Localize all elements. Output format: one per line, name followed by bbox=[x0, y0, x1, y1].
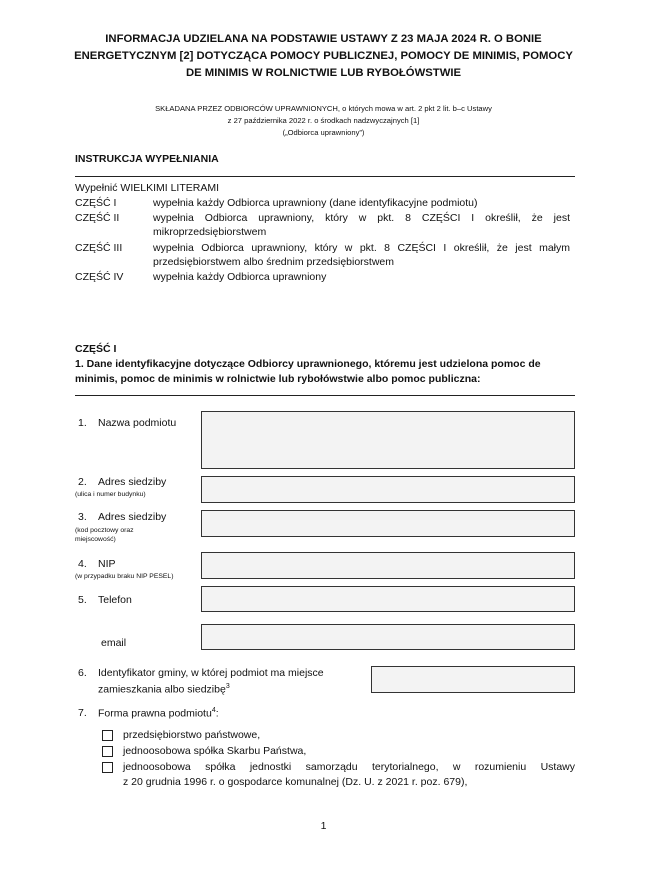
field-hint: (w przypadku braku NIP PESEL) bbox=[75, 573, 174, 580]
part1-heading: CZĘŚĆ I bbox=[75, 343, 117, 355]
field-label-text: email bbox=[101, 637, 127, 649]
field-number: 4. bbox=[78, 558, 87, 570]
field-label bbox=[78, 594, 132, 606]
field-number: 7. bbox=[78, 707, 87, 719]
title-line: ENERGETYCZNYM [2] DOTYCZĄCA POMOCY PUBLICZNEJ, POMOCY DE MINIMIS, POMOCY bbox=[74, 50, 573, 62]
document-title bbox=[60, 31, 587, 82]
field-label bbox=[78, 558, 116, 570]
field-label bbox=[78, 511, 166, 523]
field-label bbox=[78, 476, 166, 488]
footnote-marker: 3 bbox=[225, 683, 230, 690]
subtitle-line: z 27 października 2022 r. o środkach nadzwyczajnych [1] bbox=[227, 116, 420, 125]
field-label-text bbox=[98, 707, 219, 720]
email-field[interactable] bbox=[201, 624, 575, 650]
field-number: 2. bbox=[78, 476, 87, 488]
option-label bbox=[123, 760, 575, 790]
title-line: INFORMACJA UDZIELANA NA PODSTAWIE USTAWY Z 23 MAJA 2024 R. O BONIE bbox=[105, 33, 542, 45]
instruction-row bbox=[75, 241, 570, 269]
field-label bbox=[78, 417, 176, 429]
legal-form-option bbox=[102, 760, 575, 790]
option-label-line: jednoosobowa spółka jednostki samorządu terytorialnego, w rozumieniu Ustawy bbox=[123, 761, 575, 773]
option-checkbox[interactable] bbox=[102, 762, 113, 773]
field-number: 3. bbox=[78, 511, 87, 523]
divider bbox=[75, 176, 575, 177]
legal-form-option bbox=[102, 744, 306, 759]
document-subtitle bbox=[60, 103, 587, 139]
title-line: DE MINIMIS W ROLNICTWIE LUB RYBOŁÓWSTWIE bbox=[185, 67, 462, 79]
postal-address-field[interactable] bbox=[201, 510, 575, 537]
legal-form-label: Forma prawna podmiotu bbox=[98, 707, 212, 720]
field-hint: (kod pocztowy oraz miejscowość) bbox=[75, 527, 134, 543]
gmina-label-line: Identyfikator gminy, w której podmiot ma miejsce bbox=[98, 667, 324, 679]
field-label-text: Adres siedziby bbox=[98, 476, 167, 488]
field-label-text bbox=[98, 666, 324, 697]
divider bbox=[75, 395, 575, 396]
part1-description: 1. Dane identyfikacyjne dotyczące Odbiorcy uprawnionego, któremu jest udzielona pomoc de minimis, pomoc de minimis w rolnictwie lub rybołówstwie albo pomoc publiczna: bbox=[75, 358, 541, 385]
field-label-text: NIP bbox=[98, 558, 116, 570]
instruction-part: CZĘŚĆ III bbox=[75, 242, 123, 254]
footnote-marker: 4 bbox=[211, 707, 216, 714]
instruction-desc: wypełnia każdy Odbiorca uprawniony bbox=[153, 271, 327, 283]
option-label-line: z 20 grudnia 1996 r. o gospodarce komunalnej (Dz. U. z 2021 r. poz. 679), bbox=[123, 776, 468, 788]
company-name-field[interactable] bbox=[201, 411, 575, 469]
option-checkbox[interactable] bbox=[102, 746, 113, 757]
field-label-text: Adres siedziby bbox=[98, 511, 167, 523]
option-checkbox[interactable] bbox=[102, 730, 113, 741]
legal-form-option bbox=[102, 728, 260, 743]
instruction-row bbox=[75, 196, 570, 210]
field-number: 5. bbox=[78, 594, 87, 606]
instruction-part: CZĘŚĆ IV bbox=[75, 271, 124, 283]
page-number: 1 bbox=[320, 820, 327, 832]
instruction-desc: wypełnia Odbiorca uprawniony, który w pkt. 8 CZĘŚCI I określił, że jest mikroprzedsiębiorstwem bbox=[153, 212, 570, 238]
instructions-heading: INSTRUKCJA WYPEŁNIANIA bbox=[75, 153, 219, 165]
field-hint: (ulica i numer budynku) bbox=[75, 491, 146, 498]
gmina-label-line: zamieszkania albo siedzibę bbox=[98, 683, 226, 696]
field-label-text: Telefon bbox=[98, 594, 132, 606]
option-label: jednoosobowa spółka Skarbu Państwa, bbox=[123, 745, 307, 757]
option-label: przedsiębiorstwo państwowe, bbox=[123, 729, 261, 741]
field-label bbox=[78, 666, 324, 697]
instruction-row bbox=[75, 270, 570, 284]
instruction-desc: wypełnia każdy Odbiorca uprawniony (dane identyfikacyjne podmiotu) bbox=[153, 197, 478, 209]
gmina-id-field[interactable] bbox=[371, 666, 575, 693]
field-number: 1. bbox=[78, 417, 87, 429]
field-label-text: Nazwa podmiotu bbox=[98, 417, 177, 429]
label-suffix: : bbox=[215, 707, 219, 720]
subtitle-line: SKŁADANA PRZEZ ODBIORCÓW UPRAWNIONYCH, o których mowa w art. 2 pkt 2 lit. b–c Ustawy bbox=[155, 104, 492, 113]
instruction-desc: wypełnia Odbiorca uprawniony, który w pkt. 8 CZĘŚCI I określił, że jest małym przedsiębiorstwem albo średnim przedsiębiorstwem bbox=[153, 242, 570, 268]
caps-note: Wypełnić WIELKIMI LITERAMI bbox=[75, 182, 220, 194]
field-label bbox=[78, 707, 219, 720]
instruction-part: CZĘŚĆ I bbox=[75, 197, 117, 209]
street-address-field[interactable] bbox=[201, 476, 575, 503]
nip-field[interactable] bbox=[201, 552, 575, 579]
instruction-row bbox=[75, 211, 570, 239]
subtitle-line: („Odbiorca uprawniony”) bbox=[282, 128, 365, 137]
instruction-part: CZĘŚĆ II bbox=[75, 212, 120, 224]
phone-field[interactable] bbox=[201, 586, 575, 612]
field-number: 6. bbox=[78, 667, 87, 679]
